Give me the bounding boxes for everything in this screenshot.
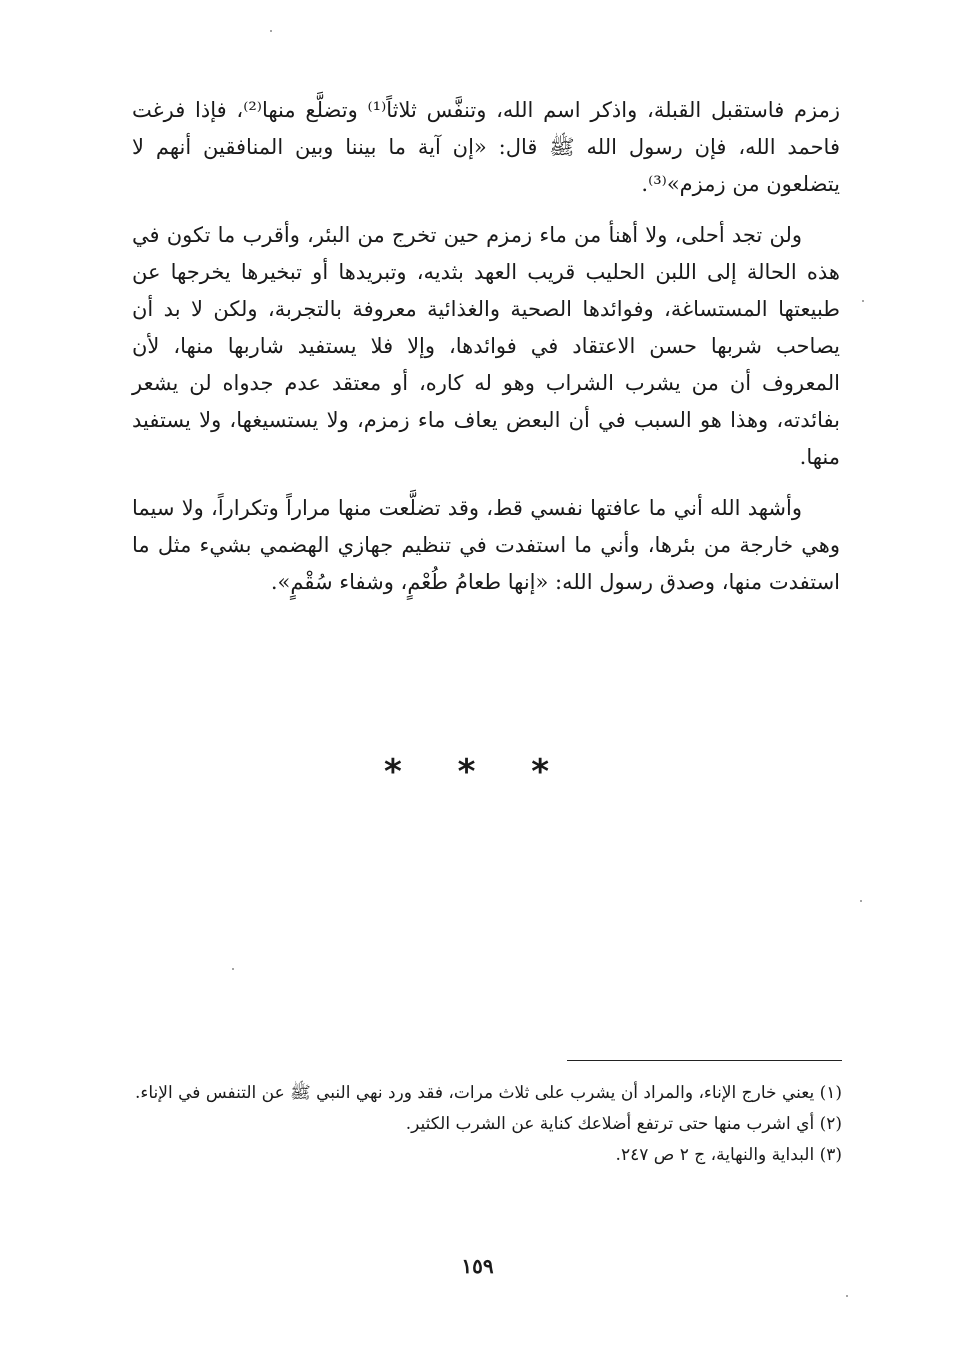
main-text — [132, 92, 840, 601]
scan-speck — [862, 300, 864, 302]
footnote-1: (١) يعني خارج الإناء، والمراد أن يشرب على ثلاث مرات، فقد ورد نهي النبي ﷺ عن التنفس في الإناء. — [134, 1083, 842, 1103]
scan-speck — [846, 1295, 848, 1297]
page-number: ١٥٩ — [461, 1254, 494, 1278]
footnote-2: (٢) أي اشرب منها حتى ترتفع أضلاعك كناية عن الشرب الكثير. — [405, 1114, 842, 1134]
footnote-divider — [567, 1060, 842, 1061]
paragraph-2: ولن تجد أحلى، ولا أهنأ من ماء زمزم حين تخرج من البئر، وأقرب ما تكون في هذه الحالة إلى اللبن الحليب قريب العهد بثديه، وتبريدها أو تبخيرها يخرجها عن طبيعتها المستساغة، وفوائدها الصحية والغذائية معروفة بالتجربة، ولكن لا بد أن يصاحب شربها حسن الاعتقاد في فوائدها، وإلا فلا يستفيد شاربها منها، لأن المعروف أن من يشرب الشراب وهو له كاره، أو معتقد عدم جدواه لن يشعر بفائدته، وهذا هو السبب في أن البعض يعاف ماء زمزم، ولا يستسيغها، ولا يستفيد منها. — [132, 223, 840, 469]
paragraph-3: وأشهد الله أني ما عافتها نفسي قط، وقد تضلَّعت منها مراراً وتكراراً، ولا سيما وهي خارجة من بئرها، وأني ما استفدت في تنظيم جهازي الهضمي بشيء مثل ما استفدت منها، وصدق رسول الله: «إنها طعامُ طُعْمٍ، وشفاء سُقْمٍ». — [132, 496, 840, 594]
scan-speck — [270, 30, 272, 32]
section-separator: * * * — [383, 752, 571, 792]
paragraph-1: زمزم فاستقبل القبلة، واذكر اسم الله، وتنفَّس ثلاثاً⁽¹⁾ وتضلَّع منها⁽²⁾، فإذا فرغت فاحمد الله، فإن رسول الله ﷺ قال: «إن آية ما بيننا وبين المنافقين أنهم لا يتضلعون من زمزم»⁽³⁾. — [132, 98, 840, 196]
scan-speck — [232, 968, 234, 970]
footnote-3: (٣) البداية والنهاية، ج ٢ ص ٢٤٧. — [615, 1145, 842, 1165]
scan-speck — [860, 900, 862, 902]
footnotes — [132, 1078, 842, 1171]
